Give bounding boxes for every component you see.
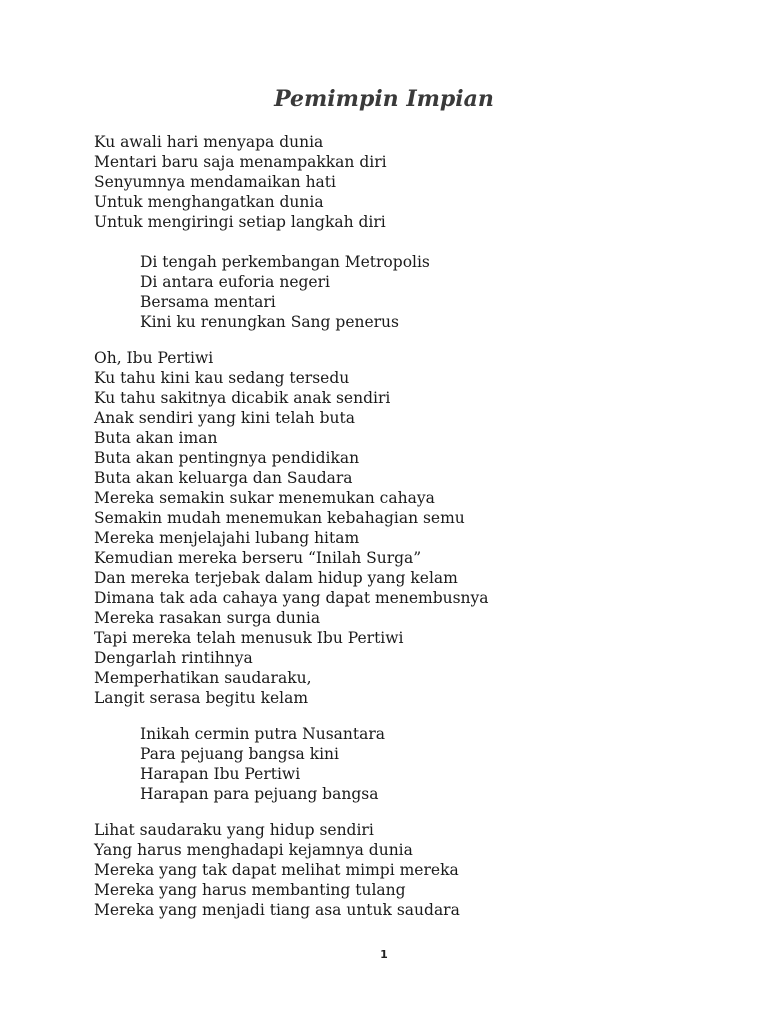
poem-line: Mereka semakin sukar menemukan cahaya xyxy=(94,489,435,507)
poem-line: Mereka yang harus membanting tulang xyxy=(94,881,406,899)
poem-line: Langit serasa begitu kelam xyxy=(94,689,309,707)
poem-line: Di antara euforia negeri xyxy=(140,273,330,291)
poem-title: Pemimpin Impian xyxy=(274,86,494,112)
poem-line: Memperhatikan saudaraku, xyxy=(94,669,312,687)
poem-line: Untuk menghangatkan dunia xyxy=(94,193,324,211)
poem-line: Para pejuang bangsa kini xyxy=(140,745,339,763)
poem-line: Kemudian mereka berseru “Inilah Surga” xyxy=(94,549,422,567)
poem-line: Untuk mengiringi setiap langkah diri xyxy=(94,213,386,231)
poem-line: Mereka rasakan surga dunia xyxy=(94,609,321,627)
poem-line: Harapan para pejuang bangsa xyxy=(140,785,379,803)
poem-line: Mereka menjelajahi lubang hitam xyxy=(94,529,360,547)
poem-line: Dimana tak ada cahaya yang dapat menembusnya xyxy=(94,589,489,607)
poem-line: Harapan Ibu Pertiwi xyxy=(140,765,301,783)
poem-line: Buta akan pentingnya pendidikan xyxy=(94,449,360,467)
poem-line: Mereka yang tak dapat melihat mimpi mereka xyxy=(94,861,459,879)
poem-line: Ku awali hari menyapa dunia xyxy=(94,133,324,151)
poem-line: Yang harus menghadapi kejamnya dunia xyxy=(94,841,413,859)
poem-line: Buta akan iman xyxy=(94,429,218,447)
poem-line: Inikah cermin putra Nusantara xyxy=(140,725,385,743)
poem-line: Bersama mentari xyxy=(140,293,276,311)
poem-line: Mentari baru saja menampakkan diri xyxy=(94,153,387,171)
poem-line: Semakin mudah menemukan kebahagian semu xyxy=(94,509,465,527)
poem-line: Ku tahu kini kau sedang tersedu xyxy=(94,369,350,387)
poem-line: Tapi mereka telah menusuk Ibu Pertiwi xyxy=(94,629,404,647)
stanza-3 xyxy=(94,348,489,708)
poem-line: Buta akan keluarga dan Saudara xyxy=(94,469,353,487)
poem-line: Oh, Ibu Pertiwi xyxy=(94,349,214,367)
poem-line: Anak sendiri yang kini telah buta xyxy=(94,409,355,427)
poem-line: Ku tahu sakitnya dicabik anak sendiri xyxy=(94,389,391,407)
poem-line: Senyumnya mendamaikan hati xyxy=(94,173,336,191)
stanza-5 xyxy=(94,820,460,920)
poem-line: Dan mereka terjebak dalam hidup yang kelam xyxy=(94,569,458,587)
poem-line: Mereka yang menjadi tiang asa untuk saudara xyxy=(94,901,460,919)
stanza-2 xyxy=(140,252,430,332)
stanza-1 xyxy=(94,132,387,232)
stanza-4 xyxy=(140,724,385,804)
poem-line: Lihat saudaraku yang hidup sendiri xyxy=(94,821,374,839)
poem-line: Kini ku renungkan Sang penerus xyxy=(140,313,399,331)
poem-line: Di tengah perkembangan Metropolis xyxy=(140,253,430,271)
poem-line: Dengarlah rintihnya xyxy=(94,649,253,667)
page-number: 1 xyxy=(380,948,388,961)
